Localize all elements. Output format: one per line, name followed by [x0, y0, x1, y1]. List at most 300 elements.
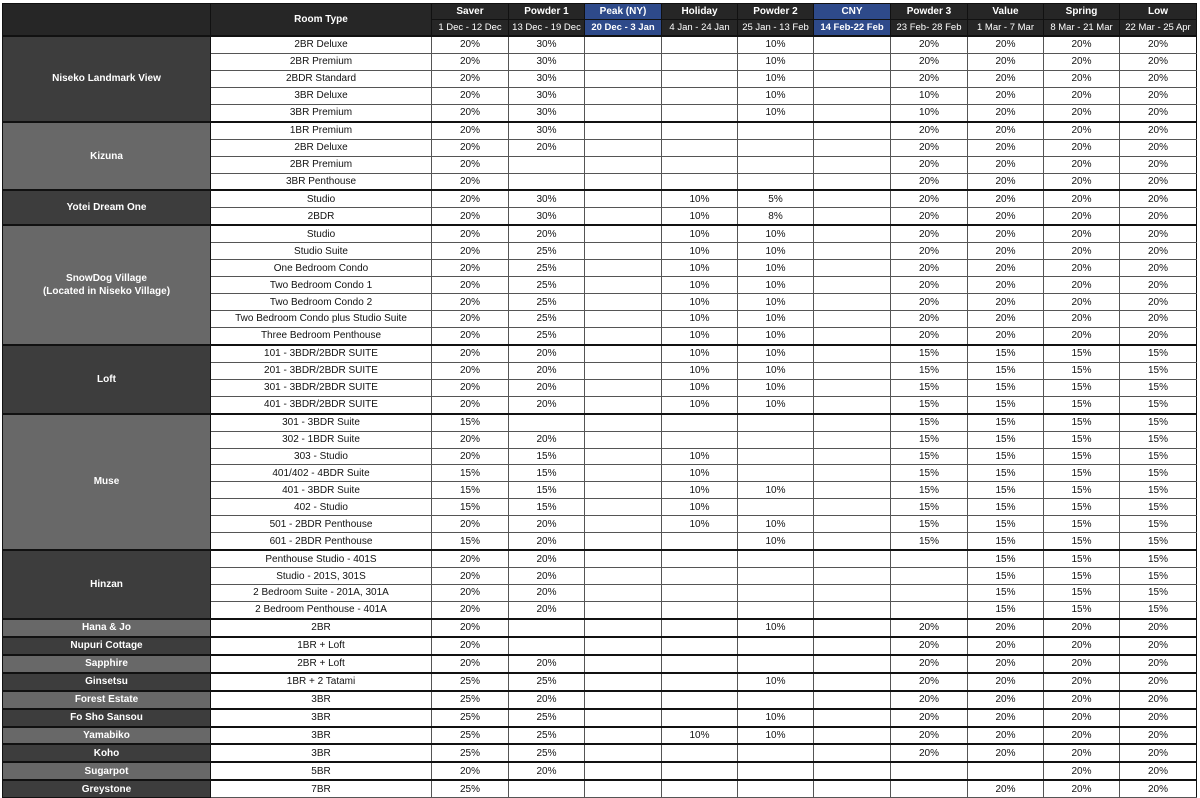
- season-name-header: Holiday: [662, 4, 738, 20]
- table-row: [3, 619, 1197, 637]
- discount-rate-cell: 20%: [968, 744, 1044, 762]
- discount-rate-cell: 20%: [1044, 122, 1120, 139]
- discount-rate-cell: 20%: [1120, 655, 1197, 673]
- discount-rate-cell: [814, 104, 891, 121]
- discount-rate-cell: 20%: [509, 396, 585, 413]
- discount-rate-cell: 20%: [509, 345, 585, 362]
- discount-rate-cell: 10%: [662, 396, 738, 413]
- season-name-header: CNY: [814, 4, 891, 20]
- discount-rate-cell: 20%: [1044, 277, 1120, 294]
- discount-rate-cell: 20%: [432, 550, 509, 567]
- discount-rate-cell: [738, 499, 814, 516]
- discount-rate-cell: [814, 709, 891, 727]
- discount-rate-cell: 10%: [662, 727, 738, 745]
- discount-rate-cell: 20%: [968, 53, 1044, 70]
- discount-rate-cell: [585, 637, 662, 655]
- discount-rate-cell: [662, 87, 738, 104]
- discount-rate-cell: 15%: [432, 482, 509, 499]
- discount-rate-cell: 10%: [738, 225, 814, 242]
- discount-rate-cell: 20%: [509, 550, 585, 567]
- discount-rate-cell: [585, 762, 662, 780]
- discount-rate-cell: [585, 655, 662, 673]
- discount-rate-cell: 20%: [891, 208, 968, 225]
- discount-rate-cell: [585, 345, 662, 362]
- table-row: [3, 780, 1197, 797]
- room-type-cell: 2BR Deluxe: [211, 36, 432, 53]
- discount-rate-cell: [814, 156, 891, 173]
- discount-rate-cell: 15%: [1044, 550, 1120, 567]
- discount-rate-cell: 30%: [509, 208, 585, 225]
- room-type-header: Room Type: [211, 4, 432, 37]
- property-name-cell: Hana & Jo: [3, 619, 211, 637]
- discount-rate-cell: 20%: [1120, 709, 1197, 727]
- discount-rate-cell: 15%: [891, 499, 968, 516]
- discount-rate-cell: [585, 396, 662, 413]
- discount-rate-cell: 20%: [1120, 104, 1197, 121]
- season-dates-header: 20 Dec - 3 Jan: [585, 20, 662, 37]
- discount-rate-cell: 10%: [738, 709, 814, 727]
- discount-rate-cell: 15%: [968, 516, 1044, 533]
- discount-rate-cell: 30%: [509, 87, 585, 104]
- discount-rate-cell: 10%: [662, 482, 738, 499]
- discount-rate-cell: 15%: [1044, 396, 1120, 413]
- table-row: [3, 727, 1197, 745]
- discount-rate-cell: [814, 762, 891, 780]
- property-name-cell: Fo Sho Sansou: [3, 709, 211, 727]
- table-header: [3, 4, 1197, 37]
- discount-rate-cell: [814, 122, 891, 139]
- discount-rate-cell: 20%: [1120, 311, 1197, 328]
- discount-rate-cell: 20%: [509, 533, 585, 550]
- discount-rate-cell: [738, 655, 814, 673]
- discount-rate-cell: 15%: [1044, 499, 1120, 516]
- discount-rate-cell: 10%: [662, 362, 738, 379]
- table-row: [3, 673, 1197, 691]
- table-row: [3, 345, 1197, 362]
- discount-rate-cell: 20%: [968, 104, 1044, 121]
- discount-rate-cell: 20%: [432, 362, 509, 379]
- discount-rate-cell: 25%: [509, 727, 585, 745]
- discount-rate-cell: 15%: [891, 465, 968, 482]
- discount-rate-cell: 20%: [432, 260, 509, 277]
- discount-rate-cell: [891, 550, 968, 567]
- discount-rate-cell: 15%: [968, 533, 1044, 550]
- discount-rate-cell: 15%: [509, 448, 585, 465]
- discount-rate-cell: 20%: [968, 87, 1044, 104]
- discount-rate-cell: 20%: [891, 691, 968, 709]
- discount-rate-cell: 20%: [968, 294, 1044, 311]
- table-row: [3, 762, 1197, 780]
- season-name-header: Value: [968, 4, 1044, 20]
- discount-rate-cell: 10%: [738, 311, 814, 328]
- discount-rate-cell: 15%: [1120, 533, 1197, 550]
- discount-rate-cell: 20%: [968, 727, 1044, 745]
- discount-rate-cell: 20%: [509, 139, 585, 156]
- discount-rate-cell: 20%: [432, 87, 509, 104]
- discount-rate-cell: 25%: [509, 243, 585, 260]
- discount-rate-cell: 10%: [738, 260, 814, 277]
- discount-rate-cell: [662, 601, 738, 618]
- discount-rate-cell: 20%: [1120, 190, 1197, 207]
- discount-rate-cell: 30%: [509, 36, 585, 53]
- discount-rate-cell: 30%: [509, 190, 585, 207]
- room-type-cell: 402 - Studio: [211, 499, 432, 516]
- room-type-cell: 2BDR: [211, 208, 432, 225]
- discount-rate-cell: 20%: [1120, 225, 1197, 242]
- discount-rate-cell: 25%: [509, 673, 585, 691]
- discount-rate-cell: [509, 780, 585, 797]
- discount-rate-cell: 20%: [432, 190, 509, 207]
- room-type-cell: 303 - Studio: [211, 448, 432, 465]
- discount-rate-cell: 20%: [968, 156, 1044, 173]
- discount-rate-cell: [662, 173, 738, 190]
- discount-rate-cell: [585, 225, 662, 242]
- discount-rate-cell: 20%: [1044, 173, 1120, 190]
- room-type-cell: 2 Bedroom Suite - 201A, 301A: [211, 585, 432, 602]
- room-type-cell: 201 - 3BDR/2BDR SUITE: [211, 362, 432, 379]
- discount-rate-cell: 20%: [432, 327, 509, 344]
- room-type-cell: Studio Suite: [211, 243, 432, 260]
- discount-rate-cell: [814, 691, 891, 709]
- discount-rate-cell: 10%: [662, 225, 738, 242]
- discount-rate-cell: [814, 70, 891, 87]
- discount-rate-cell: 20%: [509, 655, 585, 673]
- discount-rate-cell: 20%: [1044, 208, 1120, 225]
- discount-rate-cell: 15%: [1044, 516, 1120, 533]
- discount-rate-cell: 20%: [1120, 53, 1197, 70]
- discount-rate-cell: 10%: [662, 499, 738, 516]
- discount-rate-cell: [585, 448, 662, 465]
- discount-rate-cell: [585, 104, 662, 121]
- discount-rate-cell: 20%: [1044, 36, 1120, 53]
- discount-rate-cell: 15%: [1120, 431, 1197, 448]
- discount-rate-cell: [585, 122, 662, 139]
- discount-rate-cell: 15%: [968, 482, 1044, 499]
- discount-rate-cell: [738, 691, 814, 709]
- discount-rate-cell: [662, 414, 738, 431]
- discount-rate-cell: 20%: [432, 294, 509, 311]
- discount-rate-cell: 10%: [738, 53, 814, 70]
- discount-rate-cell: 15%: [1044, 345, 1120, 362]
- discount-rate-cell: 15%: [968, 568, 1044, 585]
- discount-rate-cell: [738, 585, 814, 602]
- discount-rate-cell: 20%: [509, 601, 585, 618]
- discount-rate-cell: 20%: [1044, 637, 1120, 655]
- discount-rate-cell: [662, 139, 738, 156]
- discount-rate-cell: 20%: [509, 379, 585, 396]
- discount-rate-cell: 20%: [968, 70, 1044, 87]
- discount-rate-cell: 15%: [1044, 568, 1120, 585]
- discount-rate-cell: 15%: [1044, 414, 1120, 431]
- discount-rate-cell: 20%: [1044, 762, 1120, 780]
- discount-rate-cell: 10%: [738, 327, 814, 344]
- discount-rate-cell: 15%: [1044, 585, 1120, 602]
- discount-rate-cell: 20%: [432, 139, 509, 156]
- property-name-cell: Sapphire: [3, 655, 211, 673]
- discount-rate-cell: 15%: [432, 533, 509, 550]
- discount-rate-cell: [585, 277, 662, 294]
- discount-rate-cell: 20%: [1120, 727, 1197, 745]
- table-row: [3, 655, 1197, 673]
- discount-rate-cell: 20%: [1120, 36, 1197, 53]
- discount-rate-cell: [891, 762, 968, 780]
- discount-rate-cell: 10%: [738, 516, 814, 533]
- room-type-cell: 1BR + 2 Tatami: [211, 673, 432, 691]
- discount-rate-cell: 20%: [891, 727, 968, 745]
- discount-rate-cell: 20%: [891, 655, 968, 673]
- property-name-cell: Nupuri Cottage: [3, 637, 211, 655]
- discount-rate-cell: 20%: [1120, 243, 1197, 260]
- discount-rate-cell: [814, 655, 891, 673]
- discount-rate-cell: 20%: [1120, 637, 1197, 655]
- discount-rate-cell: 15%: [891, 431, 968, 448]
- discount-rate-cell: 25%: [509, 277, 585, 294]
- discount-rate-cell: [585, 780, 662, 797]
- discount-rate-cell: 20%: [1044, 243, 1120, 260]
- room-type-cell: 401 - 3BDR Suite: [211, 482, 432, 499]
- discount-rate-cell: 15%: [891, 345, 968, 362]
- discount-rate-cell: [738, 744, 814, 762]
- discount-rate-cell: 20%: [891, 260, 968, 277]
- discount-rate-cell: [814, 36, 891, 53]
- discount-rate-cell: [585, 550, 662, 567]
- discount-rate-cell: 20%: [432, 585, 509, 602]
- discount-rate-cell: 10%: [662, 243, 738, 260]
- discount-rate-cell: 20%: [509, 585, 585, 602]
- property-name-cell: Koho: [3, 744, 211, 762]
- discount-rate-cell: [738, 431, 814, 448]
- discount-rate-cell: [585, 482, 662, 499]
- discount-rate-cell: [814, 362, 891, 379]
- discount-rate-cell: 20%: [968, 780, 1044, 797]
- discount-rate-cell: 20%: [891, 673, 968, 691]
- discount-rate-cell: 20%: [968, 327, 1044, 344]
- discount-rate-cell: [814, 190, 891, 207]
- discount-rate-cell: [738, 122, 814, 139]
- discount-rate-cell: 15%: [1120, 379, 1197, 396]
- discount-rate-cell: [814, 482, 891, 499]
- discount-rate-cell: 20%: [509, 516, 585, 533]
- season-name-header: Powder 2: [738, 4, 814, 20]
- room-type-cell: Studio - 201S, 301S: [211, 568, 432, 585]
- discount-rate-cell: [814, 673, 891, 691]
- discount-rate-cell: 20%: [509, 225, 585, 242]
- discount-rate-cell: 20%: [968, 260, 1044, 277]
- discount-rate-cell: 20%: [432, 431, 509, 448]
- discount-rate-cell: 10%: [738, 673, 814, 691]
- discount-rate-cell: 5%: [738, 190, 814, 207]
- discount-rate-cell: 20%: [1120, 70, 1197, 87]
- discount-rate-cell: 20%: [891, 122, 968, 139]
- room-type-cell: 301 - 3BDR/2BDR SUITE: [211, 379, 432, 396]
- discount-rate-cell: [662, 431, 738, 448]
- discount-rate-cell: 10%: [738, 727, 814, 745]
- discount-rate-cell: 20%: [891, 637, 968, 655]
- discount-rate-cell: 20%: [432, 104, 509, 121]
- discount-rate-cell: 20%: [1044, 190, 1120, 207]
- discount-rate-cell: 20%: [432, 277, 509, 294]
- season-name-header: Powder 3: [891, 4, 968, 20]
- property-name-cell: Ginsetsu: [3, 673, 211, 691]
- discount-rate-cell: 20%: [968, 311, 1044, 328]
- discount-rate-cell: 15%: [1120, 601, 1197, 618]
- discount-rate-cell: 15%: [968, 362, 1044, 379]
- discount-rate-cell: 15%: [968, 585, 1044, 602]
- discount-rate-cell: [814, 173, 891, 190]
- discount-rate-cell: 10%: [738, 87, 814, 104]
- discount-rate-cell: [585, 260, 662, 277]
- discount-rate-cell: 20%: [968, 190, 1044, 207]
- discount-rate-cell: [585, 311, 662, 328]
- property-name-cell: Kizuna: [3, 122, 211, 191]
- property-header-cell: [3, 4, 211, 37]
- discount-rate-cell: [814, 225, 891, 242]
- discount-rate-cell: 20%: [432, 156, 509, 173]
- discount-rate-cell: [585, 294, 662, 311]
- discount-rate-cell: 20%: [432, 396, 509, 413]
- discount-rate-cell: 20%: [1120, 744, 1197, 762]
- discount-rate-cell: 20%: [1044, 727, 1120, 745]
- discount-rate-cell: 15%: [1120, 585, 1197, 602]
- room-type-cell: 401/402 - 4BDR Suite: [211, 465, 432, 482]
- discount-rate-cell: 20%: [968, 208, 1044, 225]
- discount-rate-cell: [814, 568, 891, 585]
- discount-rate-cell: 20%: [891, 139, 968, 156]
- season-dates-header: 14 Feb-22 Feb: [814, 20, 891, 37]
- discount-rate-cell: [662, 550, 738, 567]
- discount-rate-cell: [585, 190, 662, 207]
- discount-rate-cell: [738, 601, 814, 618]
- table-row: [3, 36, 1197, 53]
- discount-rate-cell: [662, 585, 738, 602]
- discount-rate-cell: [662, 122, 738, 139]
- discount-rate-cell: 20%: [432, 122, 509, 139]
- discount-rate-cell: 25%: [509, 327, 585, 344]
- discount-rate-cell: 15%: [509, 482, 585, 499]
- discount-rate-cell: 25%: [509, 311, 585, 328]
- discount-rate-cell: [662, 744, 738, 762]
- room-type-cell: 2BR Deluxe: [211, 139, 432, 156]
- discount-rate-cell: 20%: [432, 311, 509, 328]
- discount-rate-cell: 20%: [1044, 260, 1120, 277]
- discount-rate-cell: [585, 431, 662, 448]
- room-type-cell: Three Bedroom Penthouse: [211, 327, 432, 344]
- discount-rate-cell: [662, 673, 738, 691]
- room-type-cell: 2BR Premium: [211, 156, 432, 173]
- discount-rate-cell: 10%: [738, 104, 814, 121]
- discount-rate-cell: [738, 448, 814, 465]
- discount-rate-cell: 20%: [432, 345, 509, 362]
- discount-rate-cell: 20%: [891, 36, 968, 53]
- discount-rate-cell: 15%: [1044, 533, 1120, 550]
- discount-rate-cell: 10%: [738, 36, 814, 53]
- discount-rate-cell: [585, 36, 662, 53]
- discount-rate-cell: 20%: [1120, 691, 1197, 709]
- discount-rate-cell: [509, 173, 585, 190]
- table-row: [3, 122, 1197, 139]
- discount-rate-cell: 20%: [891, 709, 968, 727]
- discount-rate-cell: [585, 362, 662, 379]
- table-body: [3, 36, 1197, 798]
- discount-rate-cell: [585, 727, 662, 745]
- season-dates-header: 13 Dec - 19 Dec: [509, 20, 585, 37]
- table-row: [3, 637, 1197, 655]
- discount-rate-cell: 30%: [509, 70, 585, 87]
- discount-rate-cell: 25%: [509, 744, 585, 762]
- discount-rate-cell: 20%: [1120, 173, 1197, 190]
- discount-rate-cell: 20%: [1120, 762, 1197, 780]
- table-row: [3, 550, 1197, 567]
- property-name-cell: Greystone: [3, 780, 211, 797]
- room-type-cell: 3BR Penthouse: [211, 173, 432, 190]
- discount-rate-cell: [585, 585, 662, 602]
- discount-rate-cell: 10%: [738, 277, 814, 294]
- room-type-cell: One Bedroom Condo: [211, 260, 432, 277]
- discount-rate-cell: 10%: [662, 379, 738, 396]
- discount-rate-cell: 20%: [432, 619, 509, 637]
- discount-rate-cell: 20%: [968, 36, 1044, 53]
- discount-rate-cell: [662, 691, 738, 709]
- discount-rate-cell: 20%: [509, 762, 585, 780]
- discount-rate-cell: [891, 601, 968, 618]
- discount-rate-cell: [509, 156, 585, 173]
- discount-rate-cell: 20%: [432, 243, 509, 260]
- room-type-cell: 401 - 3BDR/2BDR SUITE: [211, 396, 432, 413]
- discount-rate-cell: 20%: [432, 70, 509, 87]
- discount-rate-cell: [662, 104, 738, 121]
- discount-rate-cell: [814, 396, 891, 413]
- room-type-cell: 3BR Deluxe: [211, 87, 432, 104]
- discount-rate-cell: 20%: [1044, 225, 1120, 242]
- season-dates-header: 8 Mar - 21 Mar: [1044, 20, 1120, 37]
- discount-rate-cell: 20%: [509, 691, 585, 709]
- rates-table-container: [2, 3, 1197, 798]
- discount-rate-cell: [814, 53, 891, 70]
- discount-rate-cell: 15%: [1120, 482, 1197, 499]
- season-name-header: Spring: [1044, 4, 1120, 20]
- discount-rate-cell: 15%: [1120, 499, 1197, 516]
- discount-rate-cell: 15%: [968, 379, 1044, 396]
- discount-rate-cell: 15%: [891, 362, 968, 379]
- discount-rate-cell: 25%: [509, 709, 585, 727]
- discount-rate-cell: 15%: [509, 499, 585, 516]
- discount-rate-cell: 15%: [1120, 550, 1197, 567]
- discount-rate-cell: 20%: [968, 691, 1044, 709]
- discount-rate-cell: [738, 465, 814, 482]
- discount-rate-cell: 20%: [1120, 122, 1197, 139]
- discount-rate-cell: [585, 691, 662, 709]
- discount-rate-cell: [585, 156, 662, 173]
- discount-rate-cell: 15%: [432, 414, 509, 431]
- discount-rate-cell: [814, 744, 891, 762]
- discount-rate-cell: 15%: [891, 516, 968, 533]
- season-dates-header: 1 Dec - 12 Dec: [432, 20, 509, 37]
- property-name-cell: Loft: [3, 345, 211, 414]
- discount-rate-cell: 20%: [1120, 673, 1197, 691]
- season-name-header: Powder 1: [509, 4, 585, 20]
- discount-rate-cell: 20%: [891, 225, 968, 242]
- discount-rate-cell: [814, 431, 891, 448]
- discount-rate-cell: [814, 448, 891, 465]
- discount-rate-cell: 10%: [662, 208, 738, 225]
- room-type-cell: 3BR: [211, 709, 432, 727]
- property-name-cell: Muse: [3, 414, 211, 551]
- discount-rate-cell: 20%: [432, 655, 509, 673]
- discount-rate-cell: [814, 637, 891, 655]
- discount-rate-cell: [585, 673, 662, 691]
- discount-rate-cell: [585, 465, 662, 482]
- discount-rate-cell: [662, 762, 738, 780]
